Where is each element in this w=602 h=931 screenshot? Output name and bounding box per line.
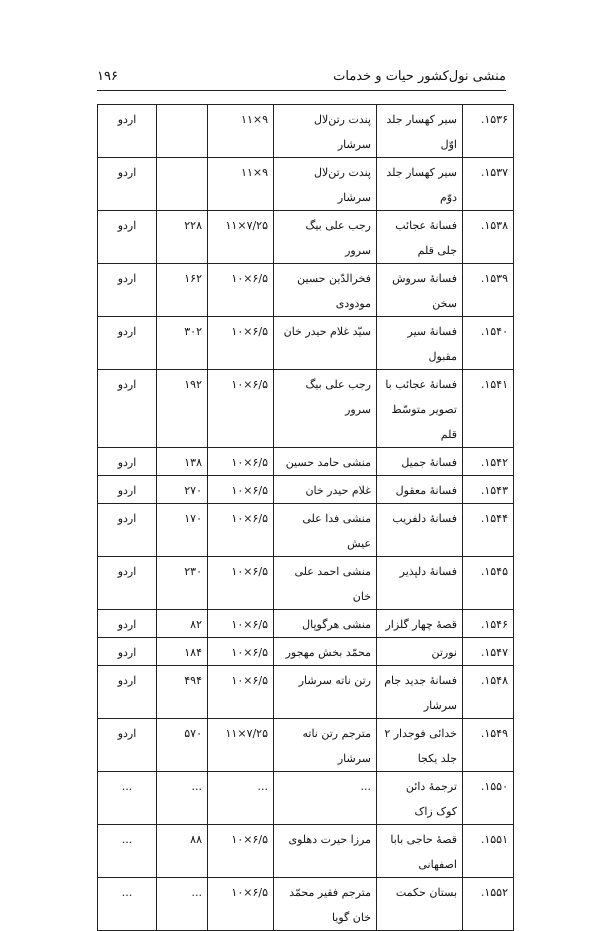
book-title-cell: سیر کهسار جلد دوّم (377, 158, 463, 211)
page-size-cell: ۷/۲۵×۱۱ (208, 211, 274, 264)
language-cell: اردو (98, 370, 157, 448)
book-title-cell: فسانهٔ سیر مقبول (377, 317, 463, 370)
author-name-cell: مترجم فقیر محمّد خان گویا (274, 878, 377, 931)
author-name-cell: فخرالدّین حسین مودودی (274, 264, 377, 317)
table-row (98, 211, 514, 264)
page-count-cell: ۱۶۲ (157, 264, 208, 317)
page-size-cell: ۶/۵×۱۰ (208, 317, 274, 370)
author-name-cell: منشی احمد علی خان (274, 557, 377, 610)
language-cell: اردو (98, 504, 157, 557)
entry-number-cell: ۱۵۴۳. (463, 476, 514, 504)
entry-number-cell: ۱۵۴۵. (463, 557, 514, 610)
language-cell: اردو (98, 557, 157, 610)
book-title-cell: فسانهٔ جدید جام سرشار (377, 666, 463, 719)
language-cell: اردو (98, 476, 157, 504)
page-size-cell: ۶/۵×۱۰ (208, 878, 274, 931)
page-size-cell: ۶/۵×۱۰ (208, 557, 274, 610)
table-row (98, 825, 514, 878)
page-size-cell: ۶/۵×۱۰ (208, 825, 274, 878)
language-cell: اردو (98, 264, 157, 317)
book-title-cell: فسانهٔ سروش سخن (377, 264, 463, 317)
page-header (97, 63, 506, 89)
entry-number-cell: ۱۵۳۷. (463, 158, 514, 211)
page-size-cell: ۶/۵×۱۰ (208, 504, 274, 557)
page-count-cell: ۳۰۲ (157, 317, 208, 370)
author-name-cell: منشی حامد حسین (274, 448, 377, 476)
book-title-cell: فسانهٔ دلپذیر (377, 557, 463, 610)
language-cell: ... (98, 772, 157, 825)
entry-number-cell: ۱۵۴۶. (463, 610, 514, 638)
page-count-cell (157, 158, 208, 211)
language-cell: اردو (98, 211, 157, 264)
page-size-cell: ۹×۱۱ (208, 158, 274, 211)
page-size-cell: ۷/۲۵×۱۱ (208, 719, 274, 772)
catalog-table (97, 104, 514, 931)
table-row (98, 638, 514, 666)
page-count-cell: ۱۸۴ (157, 638, 208, 666)
book-title-cell: نورتن (377, 638, 463, 666)
author-name-cell: مرزا حیرت دهلوی (274, 825, 377, 878)
page-number: ۱۹۶ (97, 68, 118, 84)
table-row (98, 504, 514, 557)
table-row (98, 610, 514, 638)
catalog-body (98, 105, 514, 931)
author-name-cell: منشی هرگوپال (274, 610, 377, 638)
entry-number-cell: ۱۵۴۸. (463, 666, 514, 719)
page-count-cell: ۸۲ (157, 610, 208, 638)
page-count-cell: ۲۷۰ (157, 476, 208, 504)
book-title-cell: فسانهٔ عجائب با تصویر متوسّط قلم (377, 370, 463, 448)
entry-number-cell: ۱۵۳۹. (463, 264, 514, 317)
table-row (98, 878, 514, 931)
page-count-cell: ۲۲۸ (157, 211, 208, 264)
author-name-cell: رتن ناته سرشار (274, 666, 377, 719)
table-row (98, 772, 514, 825)
book-title-cell: بستان حکمت (377, 878, 463, 931)
table-row (98, 719, 514, 772)
author-name-cell: پندت رتن‌لال سرشار (274, 105, 377, 158)
entry-number-cell: ۱۵۴۴. (463, 504, 514, 557)
table-row (98, 264, 514, 317)
page-size-cell: ۶/۵×۱۰ (208, 610, 274, 638)
page-size-cell: ۶/۵×۱۰ (208, 666, 274, 719)
page-size-cell: ۶/۵×۱۰ (208, 476, 274, 504)
page-size-cell: ۶/۵×۱۰ (208, 370, 274, 448)
entry-number-cell: ۱۵۴۲. (463, 448, 514, 476)
author-name-cell: سیّد غلام حیدر خان (274, 317, 377, 370)
page-size-cell: ۶/۵×۱۰ (208, 264, 274, 317)
entry-number-cell: ۱۵۴۷. (463, 638, 514, 666)
table-row (98, 317, 514, 370)
language-cell: اردو (98, 158, 157, 211)
language-cell: اردو (98, 666, 157, 719)
table-row (98, 158, 514, 211)
entry-number-cell: ۱۵۴۰. (463, 317, 514, 370)
entry-number-cell: ۱۵۵۱. (463, 825, 514, 878)
book-title-cell: فسانهٔ عجائب جلی قلم (377, 211, 463, 264)
language-cell: اردو (98, 317, 157, 370)
author-name-cell: پندت رتن‌لال سرشار (274, 158, 377, 211)
table-row (98, 557, 514, 610)
book-title-cell: قصهٔ چهار گلزار (377, 610, 463, 638)
page-count-cell: ۴۹۴ (157, 666, 208, 719)
entry-number-cell: ۱۵۳۶. (463, 105, 514, 158)
page-count-cell: ۱۹۲ (157, 370, 208, 448)
table-row (98, 105, 514, 158)
author-name-cell: غلام حیدر خان (274, 476, 377, 504)
book-title-cell: سیر کهسار جلد اوّل (377, 105, 463, 158)
page-size-cell: ... (208, 772, 274, 825)
page-count-cell (157, 105, 208, 158)
page-count-cell: ۱۷۰ (157, 504, 208, 557)
page-size-cell: ۹×۱۱ (208, 105, 274, 158)
table-row (98, 476, 514, 504)
author-name-cell: رجب علی بیگ سرور (274, 211, 377, 264)
entry-number-cell: ۱۵۴۹. (463, 719, 514, 772)
running-title: منشی نول‌کشور حیات و خدمات (333, 68, 506, 84)
entry-number-cell: ۱۵۳۸. (463, 211, 514, 264)
author-name-cell: مترجم رتن ناته سرشار (274, 719, 377, 772)
page-count-cell: ... (157, 772, 208, 825)
entry-number-cell: ۱۵۴۱. (463, 370, 514, 448)
book-title-cell: خدائی فوجدار ۲ جلد یکجا (377, 719, 463, 772)
page-count-cell: ۱۳۸ (157, 448, 208, 476)
author-name-cell: محمّد بخش مهجور (274, 638, 377, 666)
page-count-cell: ۲۳۰ (157, 557, 208, 610)
header-rule (97, 90, 506, 91)
book-title-cell: فسانهٔ جمیل (377, 448, 463, 476)
book-title-cell: فسانهٔ دلفریب (377, 504, 463, 557)
author-name-cell: ... (274, 772, 377, 825)
language-cell: ... (98, 825, 157, 878)
book-title-cell: ترجمهٔ دائن کوک زاک (377, 772, 463, 825)
language-cell: اردو (98, 610, 157, 638)
book-title-cell: فسانهٔ معقول (377, 476, 463, 504)
entry-number-cell: ۱۵۵۰. (463, 772, 514, 825)
page-count-cell: ۵۷۰ (157, 719, 208, 772)
table-row (98, 448, 514, 476)
author-name-cell: رجب علی بیگ سرور (274, 370, 377, 448)
entry-number-cell: ۱۵۵۲. (463, 878, 514, 931)
language-cell: اردو (98, 719, 157, 772)
author-name-cell: منشی فدا علی عیش (274, 504, 377, 557)
language-cell: اردو (98, 448, 157, 476)
table-row (98, 666, 514, 719)
language-cell: ... (98, 878, 157, 931)
language-cell: اردو (98, 638, 157, 666)
language-cell: اردو (98, 105, 157, 158)
page-count-cell: ۸۸ (157, 825, 208, 878)
page-count-cell: ... (157, 878, 208, 931)
book-title-cell: قصهٔ حاجی بابا اصفهانی (377, 825, 463, 878)
table-row (98, 370, 514, 448)
page-size-cell: ۶/۵×۱۰ (208, 638, 274, 666)
page-size-cell: ۶/۵×۱۰ (208, 448, 274, 476)
